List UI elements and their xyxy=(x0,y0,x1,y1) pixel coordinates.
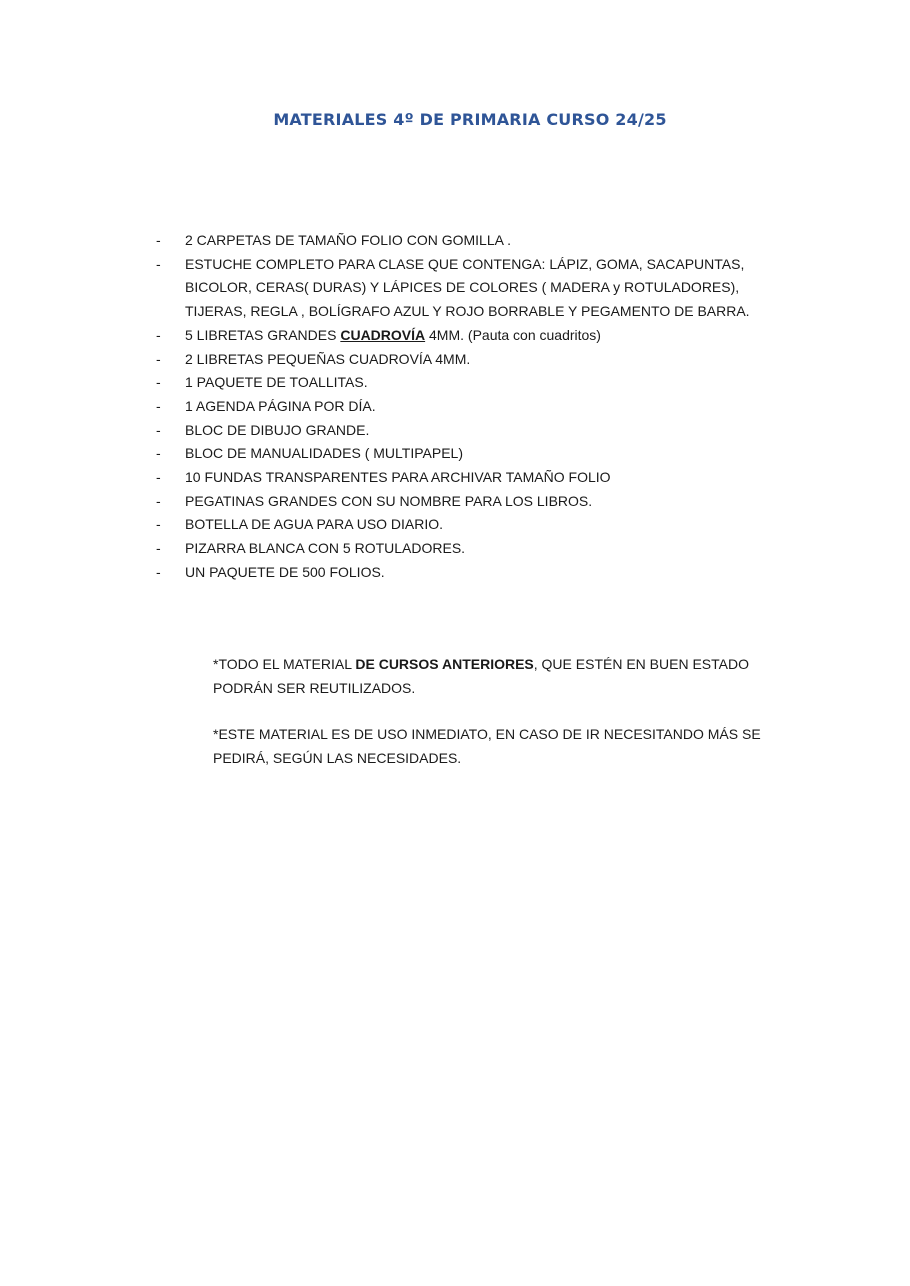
list-item xyxy=(156,371,766,395)
list-item-text: UN PAQUETE DE 500 FOLIOS. xyxy=(185,563,385,580)
note-immediate-use: *ESTE MATERIAL ES DE USO INMEDIATO, EN CASO DE IR NECESITANDO MÁS SE PEDIRÁ, SEGÚN LAS NECESIDADES. xyxy=(213,726,761,767)
list-item-text: 2 CARPETAS DE TAMAÑO FOLIO CON GOMILLA . xyxy=(185,232,511,248)
document-title: MATERIALES 4º DE PRIMARIA CURSO 24/25 xyxy=(273,110,667,129)
list-item xyxy=(156,561,766,585)
list-item-text: BLOC DE MANUALIDADES ( MULTIPAPEL) xyxy=(185,445,463,462)
note-text-emphasis: DE CURSOS ANTERIORES xyxy=(355,656,534,672)
list-item xyxy=(156,466,766,490)
list-item-text: PIZARRA BLANCA CON 5 ROTULADORES. xyxy=(185,540,466,557)
note-text-pre: *TODO EL MATERIAL xyxy=(213,656,356,672)
list-bullet: - xyxy=(156,255,161,272)
list-item xyxy=(156,419,766,443)
list-item-text: BLOC DE DIBUJO GRANDE. xyxy=(185,421,370,438)
list-item-text: PEGATINAS GRANDES CON SU NOMBRE PARA LOS LIBROS. xyxy=(185,492,593,509)
list-item xyxy=(156,229,766,253)
list-item-text: 10 FUNDAS TRANSPARENTES PARA ARCHIVAR TAMAÑO FOLIO xyxy=(185,469,611,486)
list-bullet: - xyxy=(156,397,161,414)
materials-list xyxy=(156,229,766,585)
list-item xyxy=(156,513,766,537)
note-text-post: , QUE ESTÉN EN BUEN ESTADO PODRÁN SER REUTILIZADOS. xyxy=(213,656,749,696)
list-bullet: - xyxy=(156,516,161,533)
list-item xyxy=(156,490,766,514)
list-bullet: - xyxy=(156,374,161,391)
note-reuse xyxy=(213,653,773,700)
list-item xyxy=(156,537,766,561)
list-item-text: 1 PAQUETE DE TOALLITAS. xyxy=(185,374,368,391)
list-bullet: - xyxy=(156,445,161,462)
notes-section xyxy=(213,653,773,794)
list-item xyxy=(156,442,766,466)
list-item-text: BOTELLA DE AGUA PARA USO DIARIO. xyxy=(185,516,444,533)
list-item xyxy=(156,253,766,324)
list-bullet: - xyxy=(156,469,161,486)
list-bullet: - xyxy=(156,540,161,557)
list-item-text-pre: 5 LIBRETAS GRANDES xyxy=(185,326,341,343)
list-bullet: - xyxy=(156,421,161,438)
list-item-text: 1 AGENDA PÁGINA POR DÍA. xyxy=(185,397,376,414)
list-bullet: - xyxy=(156,563,161,580)
list-item-text: ESTUCHE COMPLETO PARA CLASE QUE CONTENGA: LÁPIZ, GOMA, SACAPUNTAS, BICOLOR, CERAS( DURAS) Y LÁPICES DE COLORES ( MADERA y ROTULADORES), TIJERAS, REGLA , BOLÍGRAFO AZUL Y ROJO BORRABLE Y PEGAMENTO DE BARRA. xyxy=(185,255,750,320)
list-bullet: - xyxy=(156,326,161,343)
list-item-text-post: 4MM. (Pauta con cuadritos) xyxy=(425,326,601,343)
list-item-text: 2 LIBRETAS PEQUEÑAS CUADROVÍA 4MM. xyxy=(185,350,471,367)
list-bullet: - xyxy=(156,350,161,367)
list-item xyxy=(156,348,766,372)
list-item xyxy=(156,395,766,419)
list-item-text-emphasis: CUADROVÍA xyxy=(340,326,426,343)
list-bullet: - xyxy=(156,492,161,509)
list-item xyxy=(156,324,766,348)
list-bullet: - xyxy=(156,232,161,248)
